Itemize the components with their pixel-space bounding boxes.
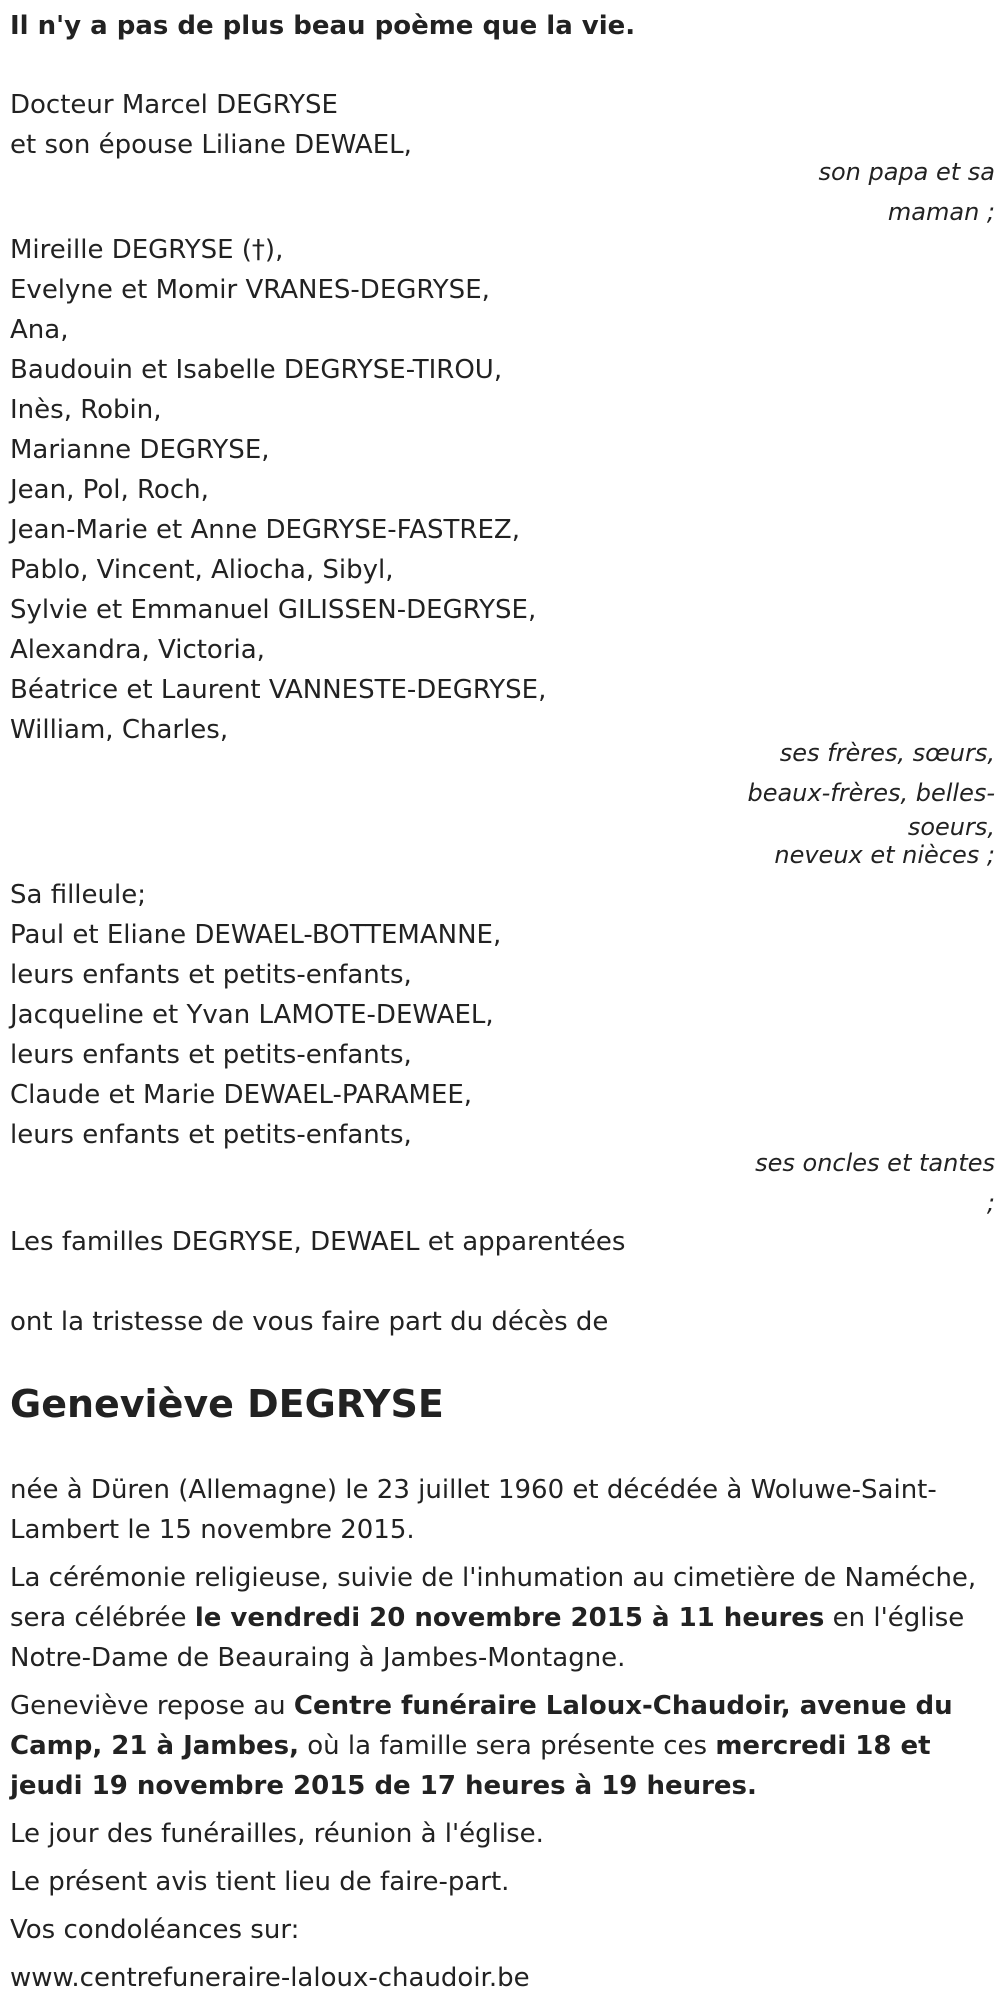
relative-line: Sa filleule;	[10, 880, 146, 910]
uncles-block	[10, 875, 501, 1155]
siblings-role	[595, 733, 995, 869]
sibling-line: Jean, Pol, Roch,	[10, 475, 209, 505]
notice-paragraph: Le présent avis tient lieu de faire-part.	[10, 1867, 510, 1897]
announcement-line: ont la tristesse de vous faire part du décès de	[10, 1307, 609, 1337]
rest-text: où la famille sera présente ces	[299, 1731, 716, 1761]
families-line: Les familles DEGRYSE, DEWAEL et apparentées	[10, 1227, 626, 1257]
website-link[interactable]: www.centrefuneraire-laloux-chaudoir.be	[10, 1963, 530, 1993]
visitation-times: mercredi 18 et jeudi 19 novembre 2015 de 17 heures à 19 heures.	[10, 1731, 931, 1801]
parent-line: et son épouse Liliane DEWAEL,	[10, 130, 412, 160]
ceremony-text: La cérémonie religieuse, suivie de l'inhumation au cimetière de Naméche, sera célébrée	[10, 1563, 977, 1633]
rest-paragraph	[10, 1686, 985, 1806]
sibling-line: Pablo, Vincent, Aliocha, Sibyl,	[10, 555, 394, 585]
deceased-name: Geneviève DEGRYSE	[10, 1382, 444, 1426]
sibling-line: Ana,	[10, 315, 69, 345]
birth-death-paragraph: née à Düren (Allemagne) le 23 juillet 1960 et décédée à Woluwe-Saint-Lambert le 15 novembre 2015.	[10, 1475, 937, 1545]
sibling-line: Mireille DEGRYSE (†),	[10, 235, 284, 265]
sibling-line: Jean-Marie et Anne DEGRYSE-FASTREZ,	[10, 515, 520, 545]
sibling-line: William, Charles,	[10, 715, 229, 745]
sibling-line: Inès, Robin,	[10, 395, 162, 425]
relative-line: Jacqueline et Yvan LAMOTE-DEWAEL,	[10, 1000, 494, 1030]
relative-line: leurs enfants et petits-enfants,	[10, 1120, 412, 1150]
funeral-home: Centre funéraire Laloux-Chaudoir, avenue du Camp, 21 à Jambes,	[10, 1691, 953, 1761]
siblings-block	[10, 230, 546, 750]
role-line: maman ;	[887, 198, 995, 226]
ceremony-location: en l'église Notre-Dame de Beauraing à Jambes-Montagne.	[10, 1603, 965, 1673]
role-line: soeurs,	[907, 813, 995, 841]
condolences-label: Vos condoléances sur:	[10, 1915, 300, 1945]
sibling-line: Baudouin et Isabelle DEGRYSE-TIROU,	[10, 355, 503, 385]
role-line: son papa et sa	[818, 158, 995, 186]
role-line: beaux-frères, belles-	[747, 779, 995, 807]
sibling-line: Marianne DEGRYSE,	[10, 435, 270, 465]
parents-block	[10, 85, 412, 165]
sibling-line: Sylvie et Emmanuel GILISSEN-DEGRYSE,	[10, 595, 537, 625]
uncles-role	[595, 1143, 995, 1223]
parents-role	[595, 152, 995, 232]
details-block	[10, 1470, 985, 1998]
relative-line: Claude et Marie DEWAEL-PARAMEE,	[10, 1080, 473, 1110]
relative-line: Paul et Eliane DEWAEL-BOTTEMANNE,	[10, 920, 502, 950]
reunion-paragraph: Le jour des funérailles, réunion à l'église.	[10, 1819, 544, 1849]
role-line: ses frères, sœurs,	[779, 739, 995, 767]
ceremony-paragraph	[10, 1558, 985, 1678]
rest-text: Geneviève repose au	[10, 1691, 294, 1721]
role-line: ;	[986, 1189, 995, 1217]
relative-line: leurs enfants et petits-enfants,	[10, 960, 412, 990]
sibling-line: Alexandra, Victoria,	[10, 635, 265, 665]
sibling-line: Béatrice et Laurent VANNESTE-DEGRYSE,	[10, 675, 547, 705]
role-line: ses oncles et tantes	[755, 1149, 995, 1177]
role-line: neveux et nièces ;	[774, 841, 995, 869]
sibling-line: Evelyne et Momir VRANES-DEGRYSE,	[10, 275, 490, 305]
relative-line: leurs enfants et petits-enfants,	[10, 1040, 412, 1070]
epigraph: Il n'y a pas de plus beau poème que la vie.	[10, 11, 636, 41]
parent-line: Docteur Marcel DEGRYSE	[10, 90, 338, 120]
ceremony-date: le vendredi 20 novembre 2015 à 11 heures	[194, 1603, 825, 1633]
